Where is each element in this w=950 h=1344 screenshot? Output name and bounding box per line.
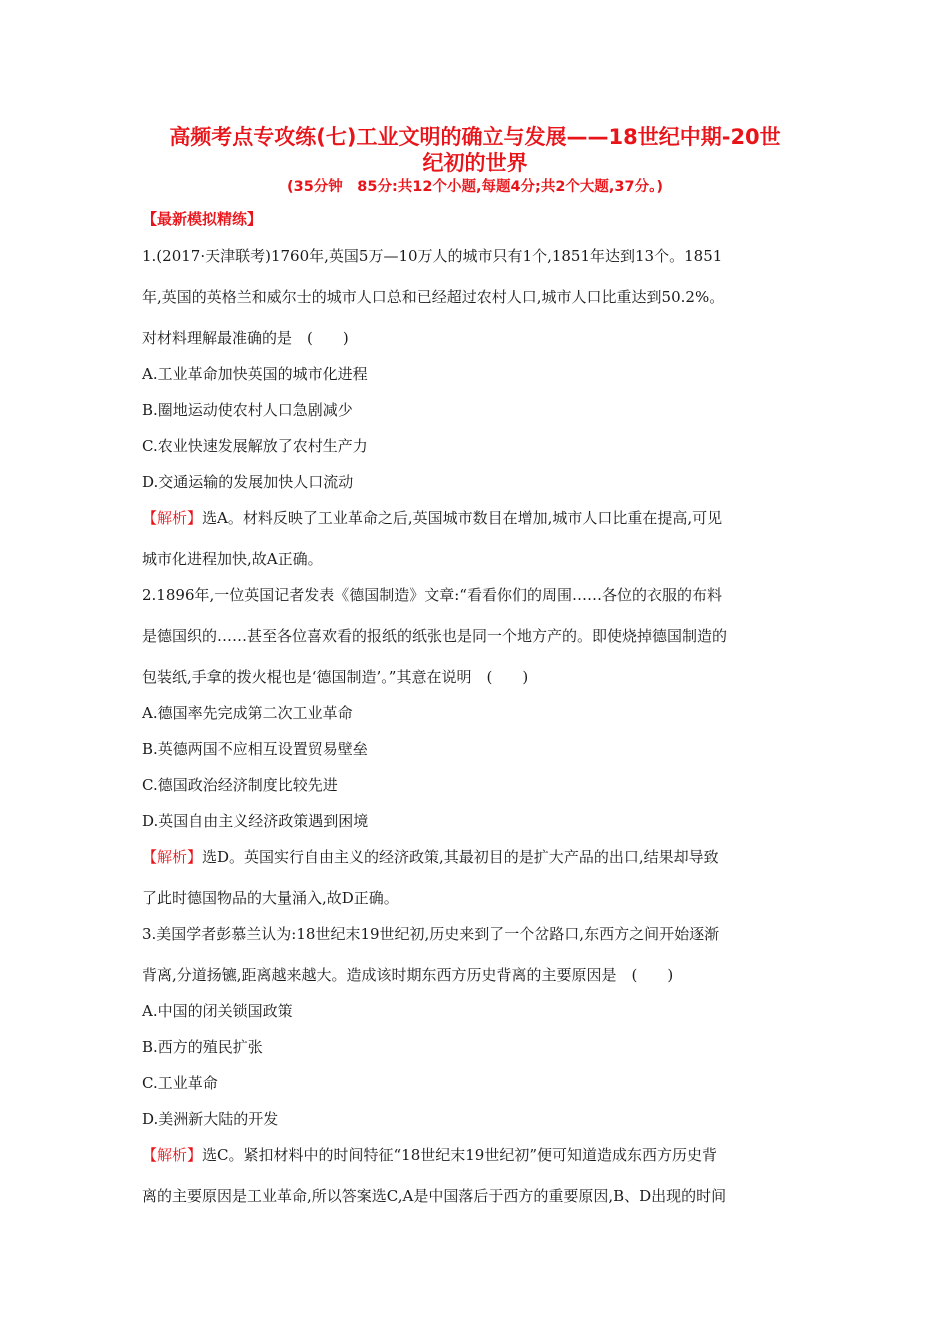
doc-subtitle: (35分钟 85分:共12个小题,每题4分;共2个大题,37分。) bbox=[286, 179, 663, 195]
q3-analysis-line-2: 离的主要原因是工业革命,所以答案选C,A是中国落后于西方的重要原因,B、D出现的时间 bbox=[142, 1187, 727, 1205]
q2-stem-line-1: 2.1896年,一位英国记者发表《德国制造》文章:“看看你们的周围……各位的衣服的布料 bbox=[142, 586, 722, 604]
q2-stem-line-3: 包装纸,手拿的拨火棍也是‘德国制造’。”其意在说明 ( ) bbox=[142, 668, 529, 686]
q1-option-d: D.交通运输的发展加快人口流动 bbox=[142, 473, 354, 491]
q3-option-b: B.西方的殖民扩张 bbox=[142, 1038, 263, 1056]
q3-analysis-tag: 【解析】 bbox=[142, 1146, 203, 1164]
q1-stem-line-3: 对材料理解最准确的是 ( ) bbox=[142, 329, 349, 347]
q3-option-c: C.工业革命 bbox=[142, 1074, 218, 1092]
q3-stem-line-1: 3.美国学者彭慕兰认为:18世纪末19世纪初,历史来到了一个岔路口,东西方之间开始逐渐 bbox=[142, 925, 720, 943]
q1-analysis-line-2: 城市化进程加快,故A正确。 bbox=[142, 550, 323, 568]
q1-option-c: C.农业快速发展解放了农村生产力 bbox=[142, 437, 368, 455]
q3-analysis-text: 选C。紧扣材料中的时间特征“18世纪末19世纪初”便可知道造成东西方历史背 bbox=[202, 1146, 718, 1164]
q2-option-c: C.德国政治经济制度比较先进 bbox=[142, 776, 338, 794]
section-label: 【最新模拟精练】 bbox=[142, 210, 263, 228]
doc-title-line-2: 纪初的世界 bbox=[422, 151, 528, 175]
q2-analysis-text: 选D。英国实行自由主义的经济政策,其最初目的是扩大产品的出口,结果却导致 bbox=[202, 848, 719, 866]
doc-title-line-1: 高频考点专攻练(七)工业文明的确立与发展——18世纪中期-20世 bbox=[169, 125, 781, 149]
q2-analysis-line-2: 了此时德国物品的大量涌入,故D正确。 bbox=[142, 889, 399, 907]
q2-analysis-tag: 【解析】 bbox=[142, 848, 203, 866]
q1-stem-line-2: 年,英国的英格兰和威尔士的城市人口总和已经超过农村人口,城市人口比重达到50.2%。 bbox=[142, 288, 725, 306]
q2-option-b: B.英德两国不应相互设置贸易壁垒 bbox=[142, 740, 368, 758]
q2-analysis bbox=[142, 847, 812, 867]
q2-option-d: D.英国自由主义经济政策遇到困境 bbox=[142, 812, 369, 830]
q1-option-a: A.工业革命加快英国的城市化进程 bbox=[142, 365, 368, 383]
q1-analysis bbox=[142, 508, 812, 528]
q1-option-b: B.圈地运动使农村人口急剧减少 bbox=[142, 401, 353, 419]
q3-option-d: D.美洲新大陆的开发 bbox=[142, 1110, 279, 1128]
q3-stem-line-2: 背离,分道扬镳,距离越来越大。造成该时期东西方历史背离的主要原因是 ( ) bbox=[142, 966, 674, 984]
q2-option-a: A.德国率先完成第二次工业革命 bbox=[142, 704, 353, 722]
q2-stem-line-2: 是德国织的……甚至各位喜欢看的报纸的纸张也是同一个地方产的。即使烧掉德国制造的 bbox=[142, 627, 728, 645]
q1-stem-line-1: 1.(2017·天津联考)1760年,英国5万—10万人的城市只有1个,1851年达到13个。1851 bbox=[142, 247, 723, 265]
q3-analysis bbox=[142, 1145, 812, 1165]
q1-analysis-tag: 【解析】 bbox=[142, 509, 203, 527]
q3-option-a: A.中国的闭关锁国政策 bbox=[142, 1002, 293, 1020]
q1-analysis-text: 选A。材料反映了工业革命之后,英国城市数目在增加,城市人口比重在提高,可见 bbox=[202, 509, 723, 527]
